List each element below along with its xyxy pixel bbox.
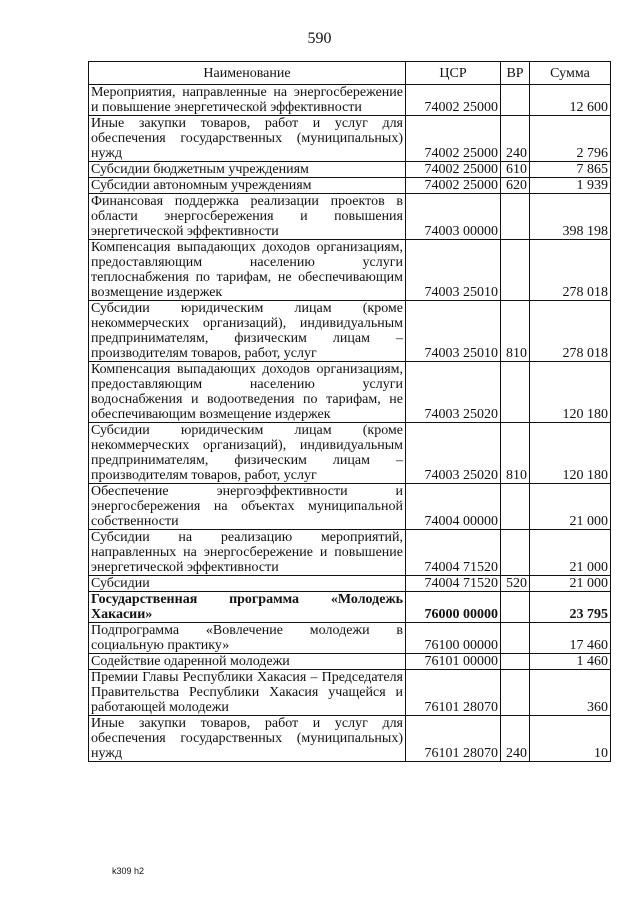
row-csr-cell: 74003 25010 <box>406 240 501 301</box>
row-vr-cell: 620 <box>501 178 530 194</box>
page-number: 590 <box>307 30 332 47</box>
row-name-cell: Иные закупки товаров, работ и услуг для обеспечения государственных (муниципальных) нужд <box>89 716 406 762</box>
row-name-cell: Премии Главы Республики Хакасия – Председателя Правительства Республики Хакасия учащейся и работающей молодежи <box>89 670 406 716</box>
header-name: Наименование <box>89 62 406 85</box>
row-vr-cell <box>501 194 530 240</box>
row-vr-cell <box>501 670 530 716</box>
row-csr-cell: 74002 25000 <box>406 85 501 116</box>
budget-table <box>88 61 611 762</box>
row-vr-cell: 240 <box>501 716 530 762</box>
row-csr-cell: 74003 00000 <box>406 194 501 240</box>
table-row <box>89 716 611 762</box>
table-row <box>89 592 611 623</box>
row-vr-cell <box>501 85 530 116</box>
table-row <box>89 670 611 716</box>
row-vr-cell <box>501 530 530 576</box>
row-sum-cell: 21 000 <box>530 530 611 576</box>
row-name-cell: Финансовая поддержка реализации проектов в области энергосбережения и повышения энергетической эффективности <box>89 194 406 240</box>
row-vr-cell: 810 <box>501 423 530 484</box>
row-name-cell: Субсидии автономным учреждениям <box>89 178 406 194</box>
row-name-cell: Обеспечение энергоэффективности и энергосбережения на объектах муниципальной собственности <box>89 484 406 530</box>
row-csr-cell: 74003 25010 <box>406 301 501 362</box>
row-sum-cell: 120 180 <box>530 423 611 484</box>
row-vr-cell <box>501 240 530 301</box>
row-name-cell: Компенсация выпадающих доходов организациям, предоставляющим населению услуги водоснабжения и водоотведения по тарифам, не обеспечивающим возмещение издержек <box>89 362 406 423</box>
row-sum-cell: 17 460 <box>530 623 611 654</box>
row-csr-cell: 74003 25020 <box>406 362 501 423</box>
row-sum-cell: 12 600 <box>530 85 611 116</box>
table-row <box>89 484 611 530</box>
table-header-row <box>89 62 611 85</box>
row-name-cell: Компенсация выпадающих доходов организациям, предоставляющим населению услуги теплоснабжения по тарифам, не обеспечивающим возмещение издержек <box>89 240 406 301</box>
table-row <box>89 576 611 592</box>
row-sum-cell: 398 198 <box>530 194 611 240</box>
table-body <box>89 85 611 762</box>
row-vr-cell <box>501 623 530 654</box>
row-sum-cell: 2 796 <box>530 116 611 162</box>
table-row <box>89 116 611 162</box>
row-csr-cell: 76100 00000 <box>406 623 501 654</box>
row-name-cell: Государственная программа «Молодежь Хакасии» <box>89 592 406 623</box>
table-row <box>89 423 611 484</box>
row-csr-cell: 76101 28070 <box>406 670 501 716</box>
row-vr-cell <box>501 654 530 670</box>
row-name-cell: Субсидии <box>89 576 406 592</box>
table-row <box>89 301 611 362</box>
row-csr-cell: 74003 25020 <box>406 423 501 484</box>
table-row <box>89 654 611 670</box>
row-sum-cell: 120 180 <box>530 362 611 423</box>
row-sum-cell: 1 939 <box>530 178 611 194</box>
header-vr: ВР <box>501 62 530 85</box>
table-row <box>89 530 611 576</box>
row-sum-cell: 21 000 <box>530 484 611 530</box>
row-name-cell: Субсидии юридическим лицам (кроме некоммерческих организаций), индивидуальным предпринимателям, физическим лицам – производителям товаров, работ, услуг <box>89 301 406 362</box>
row-sum-cell: 360 <box>530 670 611 716</box>
row-name-cell: Субсидии бюджетным учреждениям <box>89 162 406 178</box>
row-csr-cell: 74004 71520 <box>406 530 501 576</box>
row-name-cell: Содействие одаренной молодежи <box>89 654 406 670</box>
table-row <box>89 623 611 654</box>
row-vr-cell <box>501 362 530 423</box>
footer-code: k309 h2 <box>112 866 145 876</box>
row-name-cell: Подпрограмма «Вовлечение молодежи в социальную практику» <box>89 623 406 654</box>
header-csr: ЦСР <box>406 62 501 85</box>
table-row <box>89 362 611 423</box>
row-name-cell: Субсидии юридическим лицам (кроме некоммерческих организаций), индивидуальным предпринимателям, физическим лицам – производителям товаров, работ, услуг <box>89 423 406 484</box>
row-sum-cell: 278 018 <box>530 240 611 301</box>
row-name-cell: Иные закупки товаров, работ и услуг для обеспечения государственных (муниципальных) нужд <box>89 116 406 162</box>
row-sum-cell: 10 <box>530 716 611 762</box>
row-csr-cell: 76101 00000 <box>406 654 501 670</box>
row-sum-cell: 7 865 <box>530 162 611 178</box>
row-vr-cell: 520 <box>501 576 530 592</box>
table-row <box>89 240 611 301</box>
table-row <box>89 85 611 116</box>
row-csr-cell: 76101 28070 <box>406 716 501 762</box>
row-csr-cell: 74002 25000 <box>406 178 501 194</box>
row-vr-cell: 240 <box>501 116 530 162</box>
row-csr-cell: 74004 71520 <box>406 576 501 592</box>
row-vr-cell: 610 <box>501 162 530 178</box>
row-csr-cell: 74002 25000 <box>406 116 501 162</box>
row-name-cell: Мероприятия, направленные на энергосбережение и повышение энергетической эффективности <box>89 85 406 116</box>
row-name-cell: Субсидии на реализацию мероприятий, направленных на энергосбережение и повышение энергетической эффективности <box>89 530 406 576</box>
row-vr-cell <box>501 592 530 623</box>
row-sum-cell: 278 018 <box>530 301 611 362</box>
row-sum-cell: 1 460 <box>530 654 611 670</box>
row-sum-cell: 21 000 <box>530 576 611 592</box>
header-sum: Сумма <box>530 62 611 85</box>
row-csr-cell: 74002 25000 <box>406 162 501 178</box>
row-csr-cell: 74004 00000 <box>406 484 501 530</box>
row-csr-cell: 76000 00000 <box>406 592 501 623</box>
row-vr-cell: 810 <box>501 301 530 362</box>
row-vr-cell <box>501 484 530 530</box>
table-row <box>89 178 611 194</box>
table-row <box>89 162 611 178</box>
row-sum-cell: 23 795 <box>530 592 611 623</box>
table-row <box>89 194 611 240</box>
